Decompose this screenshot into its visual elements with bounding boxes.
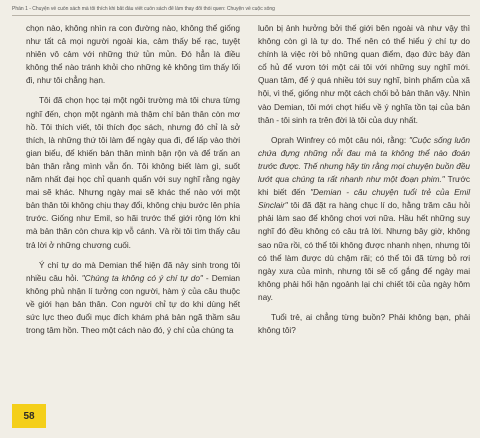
paragraph: chọn nào, không nhìn ra con đường nào, không thể giống như tất cả mọi người ngoài kia, cảm thấy bế rạc, tuyệt nhiên vô cảm với những thứ tủn mủn. Đó hẳn là điều không thể nào tránh khỏi cho những kẻ không tìm thấy lối đi, như tôi chẳng hạn. [26,23,240,86]
book-title: "Demian - câu chuyện tuổi trẻ của Emil Sinclair" [258,187,470,211]
paragraph-text: Trước khi biết đến [258,174,470,198]
paragraph-text: tôi đã đặt ra hàng chục lí do, hằng trăm câu hỏi phải làm sao để không chơi vơi nữa. Hầu hết những suy nghĩ đó đều không có câu trả lời. Nhưng bây giờ, không sao nữa rồi, có thể tôi không được nhanh nhẹn, nhưng tôi có thể làm được dù chậm rãi; có thể tôi đã từng bỏ rơi ngày xưa của mình, nhưng tôi sẽ cố gắng để ngày mai không phải hối hận ngoảnh lại chi chiết tôi của ngày hôm nay. [258,200,470,302]
paragraph [258,134,470,304]
page-number-tab [12,404,46,428]
paragraph-text: Oprah Winfrey có một câu nói, rằng: [271,134,409,145]
paragraph [26,259,240,338]
header-rule [12,15,470,16]
demian-quote: "Chúng ta không có ý chí tự do" [81,272,203,283]
paragraph: Tuổi trẻ, ai chẳng từng buồn? Phải không bạn, phải không tôi? [258,311,470,336]
oprah-quote: "Cuộc sống luôn chứa đựng những nỗi đau mà ta không thể nào đoán trước được. Thế nhưng hãy tin rằng mọi chuyện buồn đều lướt qua chúng ta rất nhanh như một đoạn phim." [258,134,470,185]
page-number: 58 [23,410,35,422]
left-column [26,22,240,344]
paragraph-text: Ý chí tự do mà Demian thể hiện đã nảy sinh trong tôi nhiều câu hỏi. [26,259,240,283]
right-column [258,22,470,344]
paragraph-text: - Demian không phủ nhận lí tưởng con người, hàm ý của câu thuộc về giới hạn bản thân. Con người chỉ tự do khi dùng hết sức lực theo đuổi mục đích khám phá bản ngã thầm sâu trong tâm hồn. Theo một cách nào đó, ý chí của chúng ta [26,272,240,336]
paragraph: luôn bị ảnh hưởng bởi thế giới bên ngoài và như vậy thì không còn gì là tự do. Thế nên có thể hiểu ý chí tự do chính là việc rời bỏ những quan điểm, đạo đức bảy đàn cổ hủ để vươn tới một cái tôi với những suy nghĩ mới. Quan tâm, để ý quá nhiều tới suy nghĩ, bình phẩm của xã hội, vì thế, giống như một cách chối bỏ bản thân vậy. Nhìn vào Demian, tôi mới chợt hiểu về ý nghĩa tồn tại của bản thân - tôi sinh ra trên đời là tôi của duy nhất. [258,23,470,125]
running-head: Phần 1 - Chuyện về cuốn sách mà tôi thích khi bắt đầu viết cuốn sách để làm thay đổi thói quen: Chuyện về cuộc sống [12,6,275,12]
paragraph: Tôi đã chọn học tại một ngôi trường mà tôi chưa từng nghĩ đến, chọn một ngành mà thậm chí bản thân còn mơ hồ. Tôi thích viết, tôi thích đọc sách, nhưng đó chỉ là sở thích, là những thứ tôi làm để ngày qua đi, để lấp vào thời gian biểu, để khiến bản thân mình bận rộn và để trấn an bản thân rằng mình vẫn ổn. Tôi không biết làm gì, suốt năm nhất đại học chỉ quanh quẩn với suy nghĩ rằng ngày mai sẽ khác. Nhưng ngày mai sẽ khác thế nào với một bản thân tôi không chịu thay đổi, không chịu bước lên phía trước. Giống như Emil, so hãi trước thế giới rộng lớn khi mà bản thân còn chưa kịp vỗ cánh. Và rồi tôi tìm thấy câu trả lời ở những chương cuối. [26,95,240,250]
